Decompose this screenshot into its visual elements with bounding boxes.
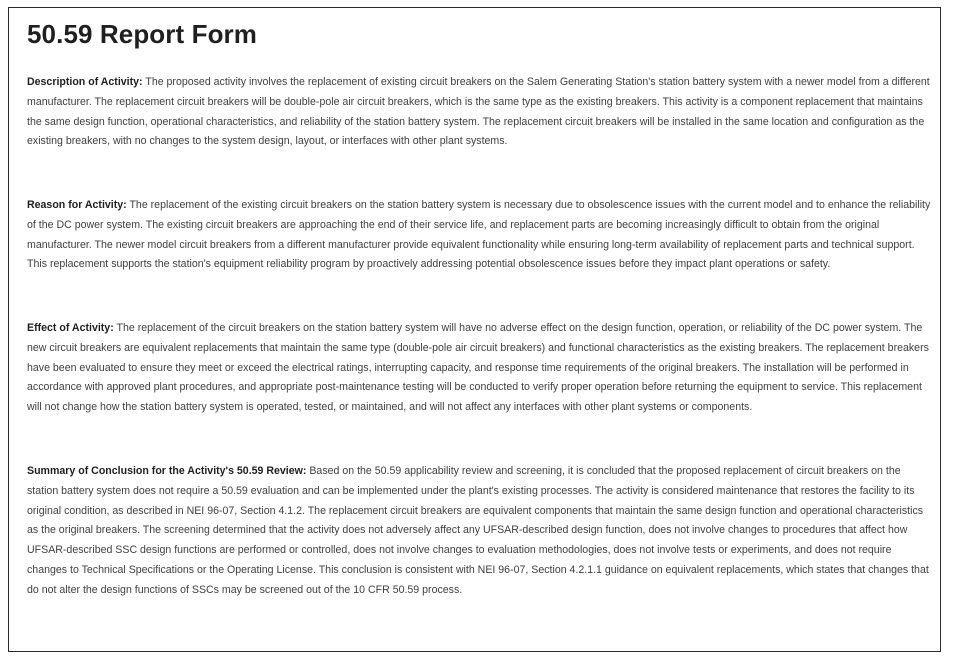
effect-section	[27, 319, 931, 418]
effect-label: Effect of Activity:	[27, 322, 114, 334]
page-title: 50.59 Report Form	[27, 19, 257, 49]
description-section	[27, 73, 931, 152]
summary-section	[27, 462, 931, 601]
description-label: Description of Activity:	[27, 76, 143, 88]
reason-text: The replacement of the existing circuit breakers on the station battery system is necessary due to obsolescence issues with the current model and to enhance the reliability of the DC power system. The existing circuit breakers are approaching the end of their service life, and replacement parts are becoming increasingly difficult to obtain from the original manufacturer. The newer model circuit breakers from a different manufacturer provide equivalent functionality while ensuring long-term availability of replacement parts and technical support. This replacement supports the station's equipment reliability program by proactively addressing potential obsolescence issues before they impact plant operations or safety.	[27, 199, 931, 271]
reason-section	[27, 196, 931, 275]
effect-text: The replacement of the circuit breakers on the station battery system will have no adverse effect on the design function, operation, or reliability of the DC power system. The new circuit breakers are equivalent replacements that maintain the same type (double-pole air circuit breakers) and functional characteristics as the existing breakers. The replacement breakers have been evaluated to ensure they meet or exceed the electrical ratings, interrupting capacity, and response time requirements of the original breakers. The installation will be performed in accordance with approved plant procedures, and appropriate post-maintenance testing will be conducted to verify proper operation before returning the equipment to service. This replacement will not change how the station battery system is operated, tested, or maintained, and will not affect any interfaces with other plant systems or components.	[27, 322, 929, 414]
description-text: The proposed activity involves the replacement of existing circuit breakers on the Salem Generating Station's station battery system with a newer model from a different manufacturer. The replacement circuit breakers will be double-pole air circuit breakers, which is the same type as the existing breakers. This activity is a component replacement that maintains the same design function, operational characteristics, and reliability of the station battery system. The replacement circuit breakers will be installed in the same location and configuration as the existing breakers, with no changes to the system design, layout, or interfaces with other plant systems.	[27, 76, 930, 148]
report-form-panel	[8, 7, 941, 652]
summary-text: Based on the 50.59 applicability review and screening, it is concluded that the proposed replacement of circuit breakers on the station battery system does not require a 50.59 evaluation and can be implemented under the plant's existing processes. The activity is considered maintenance that restores the facility to its original condition, as described in NEI 96-07, Section 4.1.2. The replacement circuit breakers are equivalent components that maintain the same design function and operational characteristics as the original breakers. The screening determined that the activity does not adversely affect any UFSAR-described design function, does not involve changes to procedures that affect how UFSAR-described SSC design functions are performed or controlled, does not involve changes to evaluation methodologies, does not involve tests or experiments, and does not require changes to Technical Specifications or the Operating License. This conclusion is consistent with NEI 96-07, Section 4.2.1.1 guidance on equivalent replacements, which states that changes that do not alter the design functions of SSCs may be screened out of the 10 CFR 50.59 process.	[27, 465, 929, 596]
reason-label: Reason for Activity:	[27, 199, 127, 211]
summary-label: Summary of Conclusion for the Activity's 50.59 Review:	[27, 465, 307, 477]
